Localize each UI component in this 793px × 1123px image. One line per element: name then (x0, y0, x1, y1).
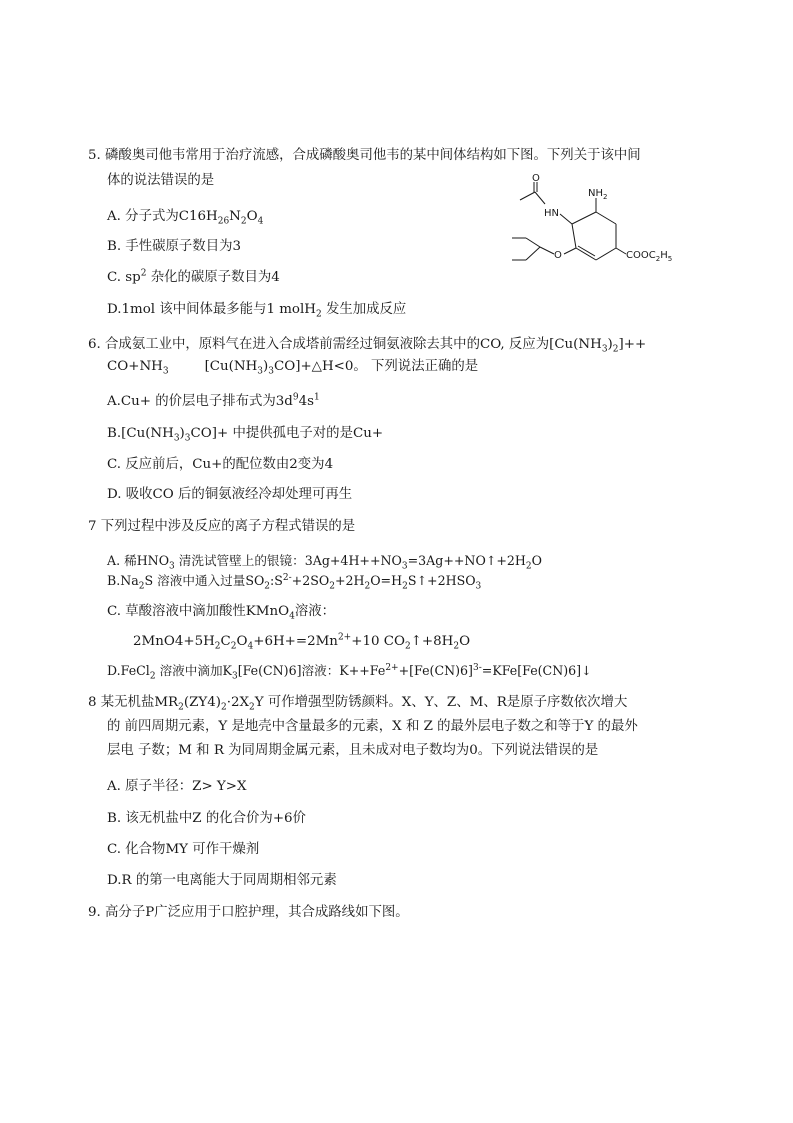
q6-option-d: D. 吸收CO 后的铜氨液经冷却处理可再生 (107, 487, 353, 502)
q7-option-d: D.FeCl$_2$ 溶液中滴加$K_3[Fe(CN)6]$溶液：$K++Fe^{2+}+[Fe(CN)6]^{3-}=KFe[Fe(CN)6]↓$ (107, 662, 592, 682)
q6-stem-line1: 6. 合成氨工业中，原料气在进入合成塔前需经过铜氨液除去其中的CO, 反应为$[Cu(NH_3)_2]++$ (88, 337, 647, 355)
q9-stem: 9. 高分子P广泛应用于口腔护理，其合成路线如下图。 (88, 905, 409, 920)
q8-option-a: A. 原子半径：Z> Y>X (107, 779, 247, 794)
molecule-nh2-label: $NH_2$ (588, 188, 608, 201)
q8-stem-line3: 层电 子数；M 和 R 为同周期金属元素，且未成对电子数均为0。下列说法错误的是 (107, 743, 599, 758)
q6-stem-line2: $CO+NH_3$ $[Cu(NH_3)_3CO]+\triangle H<0$。 下列说法正确的是 (107, 359, 479, 377)
q7-option-a: A. 稀$HNO_3$ 清洗试管壁上的银镜：$3Ag+4H++NO_3=3Ag++NO↑+2H_2O$ (107, 553, 542, 572)
q7-option-b: $B.Na_2S$ 溶液中通入过量$SO_2:S^{2-}+2SO_2+2H_2O=H_2S↑+2HSO_3$ (107, 572, 482, 592)
q5-option-d: D.1mol 该中间体最多能与1 molH$_2$ 发生加成反应 (107, 302, 407, 320)
molecule-structure (498, 172, 688, 282)
q6-option-a: A.Cu+ 的价层电子排布式为$3d^94s^1$ (107, 392, 320, 409)
molecule-nh-label: HN (544, 208, 559, 219)
q7-option-c-equation: $2MnO4+5H_2C_2O_4+6H+=2Mn^{2+}+10$ $CO_2↑+8H_2O$ (133, 632, 471, 652)
q8-stem-line1: 8 某无机盐$MR_2(ZY4)_2\cdot 2X_2Y$ 可作增强型防锈颜料。X、Y、Z、M、R是原子序数依次增大 (88, 695, 628, 713)
molecule-ester-label: $COOC_2H_5$ (626, 250, 673, 263)
q5-stem-line2: 体的说法错误的是 (107, 173, 215, 188)
q6-option-b: $B.[Cu(NH_3)_3CO]+$ 中提供孤电子对的是Cu+ (107, 426, 384, 444)
q6-option-c: C. 反应前后，Cu+的配位数由2变为4 (107, 457, 334, 472)
q5-option-b: B. 手性碳原子数目为3 (107, 239, 241, 254)
q8-option-b: B. 该无机盐中Z 的化合价为+6价 (107, 811, 306, 826)
molecule-o-label: O (532, 173, 540, 184)
q7-stem: 7 下列过程中涉及反应的离子方程式错误的是 (88, 519, 356, 534)
q8-stem-line2: 的 前四周期元素，Y 是地壳中含量最多的元素，X 和 Z 的最外层电子数之和等于Y 的最外 (107, 719, 638, 734)
q5-stem-line1: 5. 磷酸奥司他韦常用于治疗流感，合成磷酸奥司他韦的某中间体结构如下图。下列关于该中间 (88, 148, 641, 163)
q8-option-c: C. 化合物MY 可作干燥剂 (107, 842, 260, 857)
q5-option-a: A. 分子式为$C16H_{26}N_2O_4$ (107, 209, 264, 227)
molecule-ring-o-label: O (554, 250, 562, 261)
q5-option-c: C. $sp^2$ 杂化的碳原子数目为4 (107, 268, 280, 285)
q8-option-d: D.R 的第一电离能大于同周期相邻元素 (107, 873, 337, 888)
q7-option-c: C. 草酸溶液中滴加酸性KMnO$_4$溶液： (107, 604, 336, 622)
